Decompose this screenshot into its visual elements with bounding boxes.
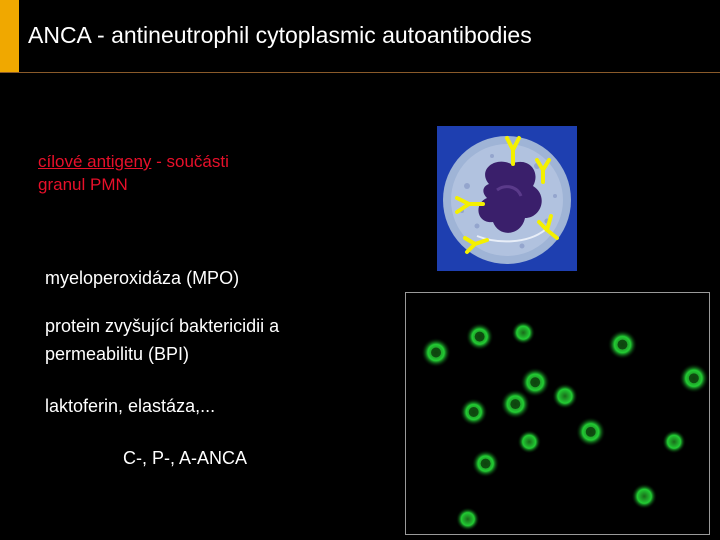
antigen-term-rest: - součásti (151, 152, 229, 171)
antigen-subheading (38, 150, 398, 196)
antigen-subheading-line2: granul PMN (38, 175, 128, 194)
fluorescent-cells (421, 321, 709, 531)
antigen-term: cílové antigeny (38, 152, 152, 171)
title-bar (0, 0, 720, 73)
antigen-item-lactoferrin: laktoferin, elastáza,... (45, 396, 216, 416)
antigen-item-bpi-line2: permeabilitu (BPI) (45, 344, 190, 364)
antigen-item-mpo: myeloperoxidáza (MPO) (45, 268, 240, 288)
immunofluorescence-micrograph (405, 292, 710, 535)
neutrophil-illustration (437, 126, 577, 271)
anca-types: C-, P-, A-ANCA (123, 448, 248, 468)
title-accent-bar (0, 0, 19, 72)
antigen-item-bpi-line1: protein zvyšující baktericidii a (45, 316, 280, 336)
slide-title: ANCA - antineutrophil cytoplasmic autoantibodies (28, 22, 532, 48)
